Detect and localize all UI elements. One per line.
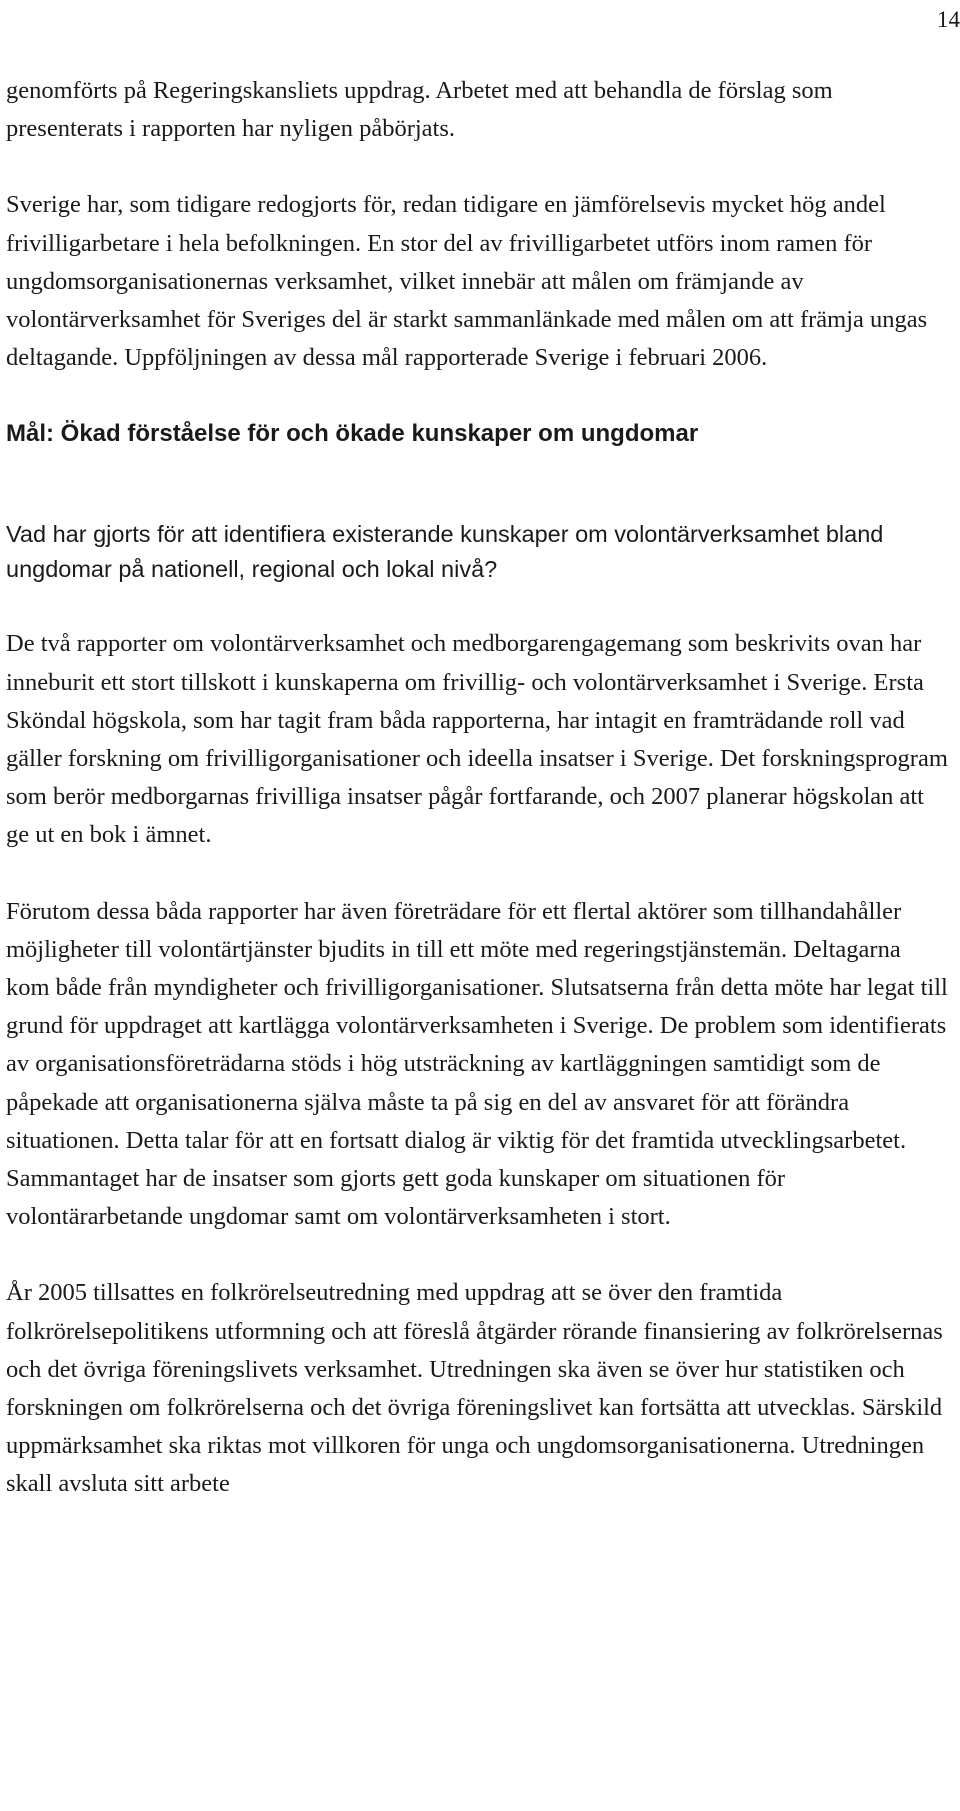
paragraph-meeting: Förutom dessa båda rapporter har även företrädare för ett flertal aktörer som tillhandahåller möjligheter till volontärtjänster bjudits in till ett möte med regeringstjänstemän. Deltagarna kom både från myndigheter och frivilligorganisationer. Slutsatserna från detta möte har legat till grund för uppdraget att kartlägga volontärverksamheten i Sverige. De problem som identifierats av organisationsföreträdarna stöds i hög utsträckning av kartläggningen samtidigt som de påpekade att organisationerna själva måste ta på sig en del av ansvaret för att förändra situationen. Detta talar för att en fortsatt dialog är viktig för det framtida utvecklingsarbetet. Sammantaget har de insatser som gjorts gett goda kunskaper om situationen för volontärarbetande ungdomar samt om volontärverksamheten i stort. bbox=[6, 897, 948, 1231]
paragraph-volunteer-share: Sverige har, som tidigare redogjorts för, redan tidigare en jämförelsevis mycket hög andel frivilligarbetare i hela befolkningen. En stor del av frivilligarbetet utförs inom ramen för ungdomsorganisationernas verksamhet, vilket innebär att målen om främjande av volontärverksamhet för Sveriges del är starkt sammanlänkade med målen om att främja ungas deltagande. Uppföljningen av dessa mål rapporterade Sverige i februari 2006. bbox=[6, 191, 928, 372]
paragraph-continuation: genomförts på Regeringskansliets uppdrag. Arbetet med att behandla de förslag som presenterats i rapporten har nyligen påbörjats. bbox=[6, 77, 833, 143]
page-number: 14 bbox=[937, 7, 960, 32]
document-body bbox=[6, 72, 950, 1504]
paragraph-reports: De två rapporter om volontärverksamhet och medborgarengagemang som beskrivits ovan har inneburit ett stort tillskott i kunskaperna om frivillig- och volontärverksamhet i Sverige. Ersta Sköndal högskola, som har tagit fram båda rapporterna, har intagit en framträdande roll vad gäller forskning om frivilligorganisationer och ideella insatser i Sverige. Det forskningsprogram som berör medborgarnas frivilliga insatser pågår fortfarande, och 2007 planerar högskolan att ge ut en bok i ämnet. bbox=[6, 630, 948, 849]
paragraph-inquiry: År 2005 tillsattes en folkrörelseutredning med uppdrag att se över den framtida folkrörelsepolitikens utformning och att föreslå åtgärder rörande finansiering av folkrörelsernas och det övriga föreningslivets verksamhet. Utredningen ska även se över hur statistiken och forskningen om folkrörelserna och det övriga föreningslivet kan fortsätta att utvecklas. Särskild uppmärksamhet ska riktas mot villkoren för unga och ungdomsorganisationerna. Utredningen skall avsluta sitt arbete bbox=[6, 1279, 943, 1498]
section-question: Vad har gjorts för att identifiera existerande kunskaper om volontärverksamhet bland ungdomar på nationell, regional och lokal nivå? bbox=[6, 521, 884, 583]
section-heading: Mål: Ökad förståelse för och ökade kunskaper om ungdomar bbox=[6, 420, 699, 448]
